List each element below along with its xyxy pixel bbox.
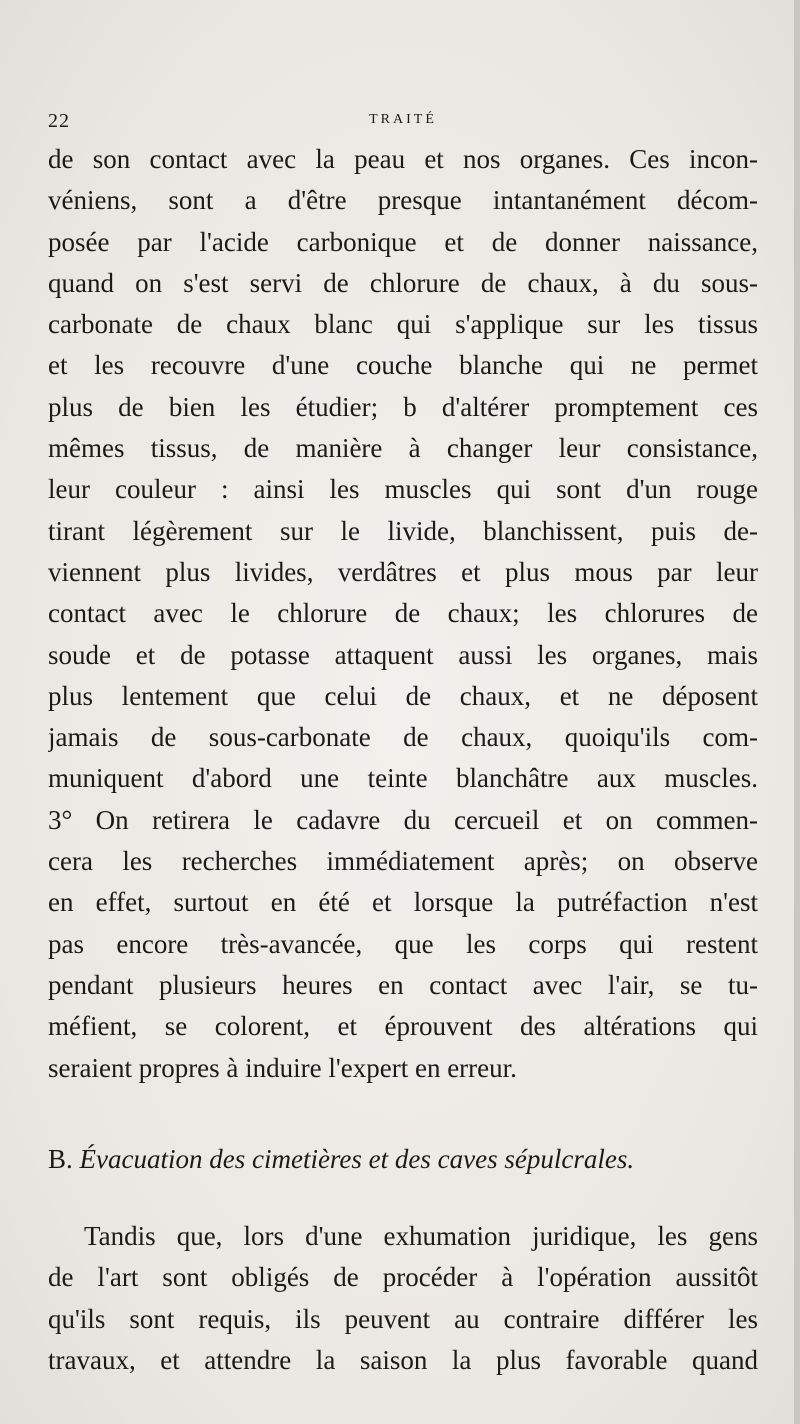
running-title: TRAITÉ [369,112,437,127]
text-line: soude et de potasse attaquent aussi les organes, mais [48,639,758,670]
text-line: jamais de sous-carbonate de chaux, quoiqu'ils com- [48,722,758,753]
text-line: muniquent d'abord une teinte blanchâtre aux muscles. [48,763,758,794]
text-line: méfient, se colorent, et éprouvent des altérations qui [48,1011,758,1042]
section-letter: B. [48,1144,73,1174]
text-line: en effet, surtout en été et lorsque la putréfaction n'est [48,887,758,918]
section-title: Évacuation des cimetières et des caves sépulcrales. [79,1144,635,1174]
page-number: 22 [48,110,70,132]
text-line: contact avec le chlorure de chaux; les chlorures de [48,598,758,629]
text-line: leur couleur : ainsi les muscles qui sont d'un rouge [48,474,758,505]
text-line: travaux, et attendre la saison la plus favorable quand [48,1344,758,1375]
text-line: plus lentement que celui de chaux, et ne déposent [48,680,758,711]
text-line: quand on s'est servi de chlorure de chaux, à du sous- [48,267,758,298]
page-edge [794,0,800,1424]
text-line: mêmes tissus, de manière à changer leur consistance, [48,433,758,464]
text-line: qu'ils sont requis, ils peuvent au contraire différer les [48,1303,758,1334]
text-line: et les recouvre d'une couche blanche qui ne permet [48,350,758,381]
text-line: tirant légèrement sur le livide, blanchissent, puis de- [48,515,758,546]
text-line: cera les recherches immédiatement après; on observe [48,846,758,877]
text-line: carbonate de chaux blanc qui s'applique sur les tissus [48,309,758,340]
paragraph-1 [48,139,758,1089]
paragraph-2 [48,1216,758,1381]
text-line: seraient propres à induire l'expert en erreur. [48,1052,517,1083]
text-line: viennent plus livides, verdâtres et plus mous par leur [48,556,758,587]
text-line: de son contact avec la peau et nos organes. Ces incon- [48,144,758,174]
text-line: véniens, sont a d'être presque intantanément décom- [48,185,758,216]
text-line: 3° On retirera le cadavre du cercueil et on commen- [48,804,758,835]
text-line: de l'art sont obligés de procéder à l'opération aussitôt [48,1262,758,1293]
section-heading [48,1138,758,1180]
text-line: pas encore très-avancée, que les corps qui restent [48,928,758,959]
running-head [48,110,758,132]
text-line: posée par l'acide carbonique et de donner naissance, [48,226,758,257]
text-line: Tandis que, lors d'une exhumation juridique, les gens [84,1221,758,1251]
text-line: plus de bien les étudier; b d'altérer promptement ces [48,391,758,422]
text-line: pendant plusieurs heures en contact avec l'air, se tu- [48,969,758,1000]
